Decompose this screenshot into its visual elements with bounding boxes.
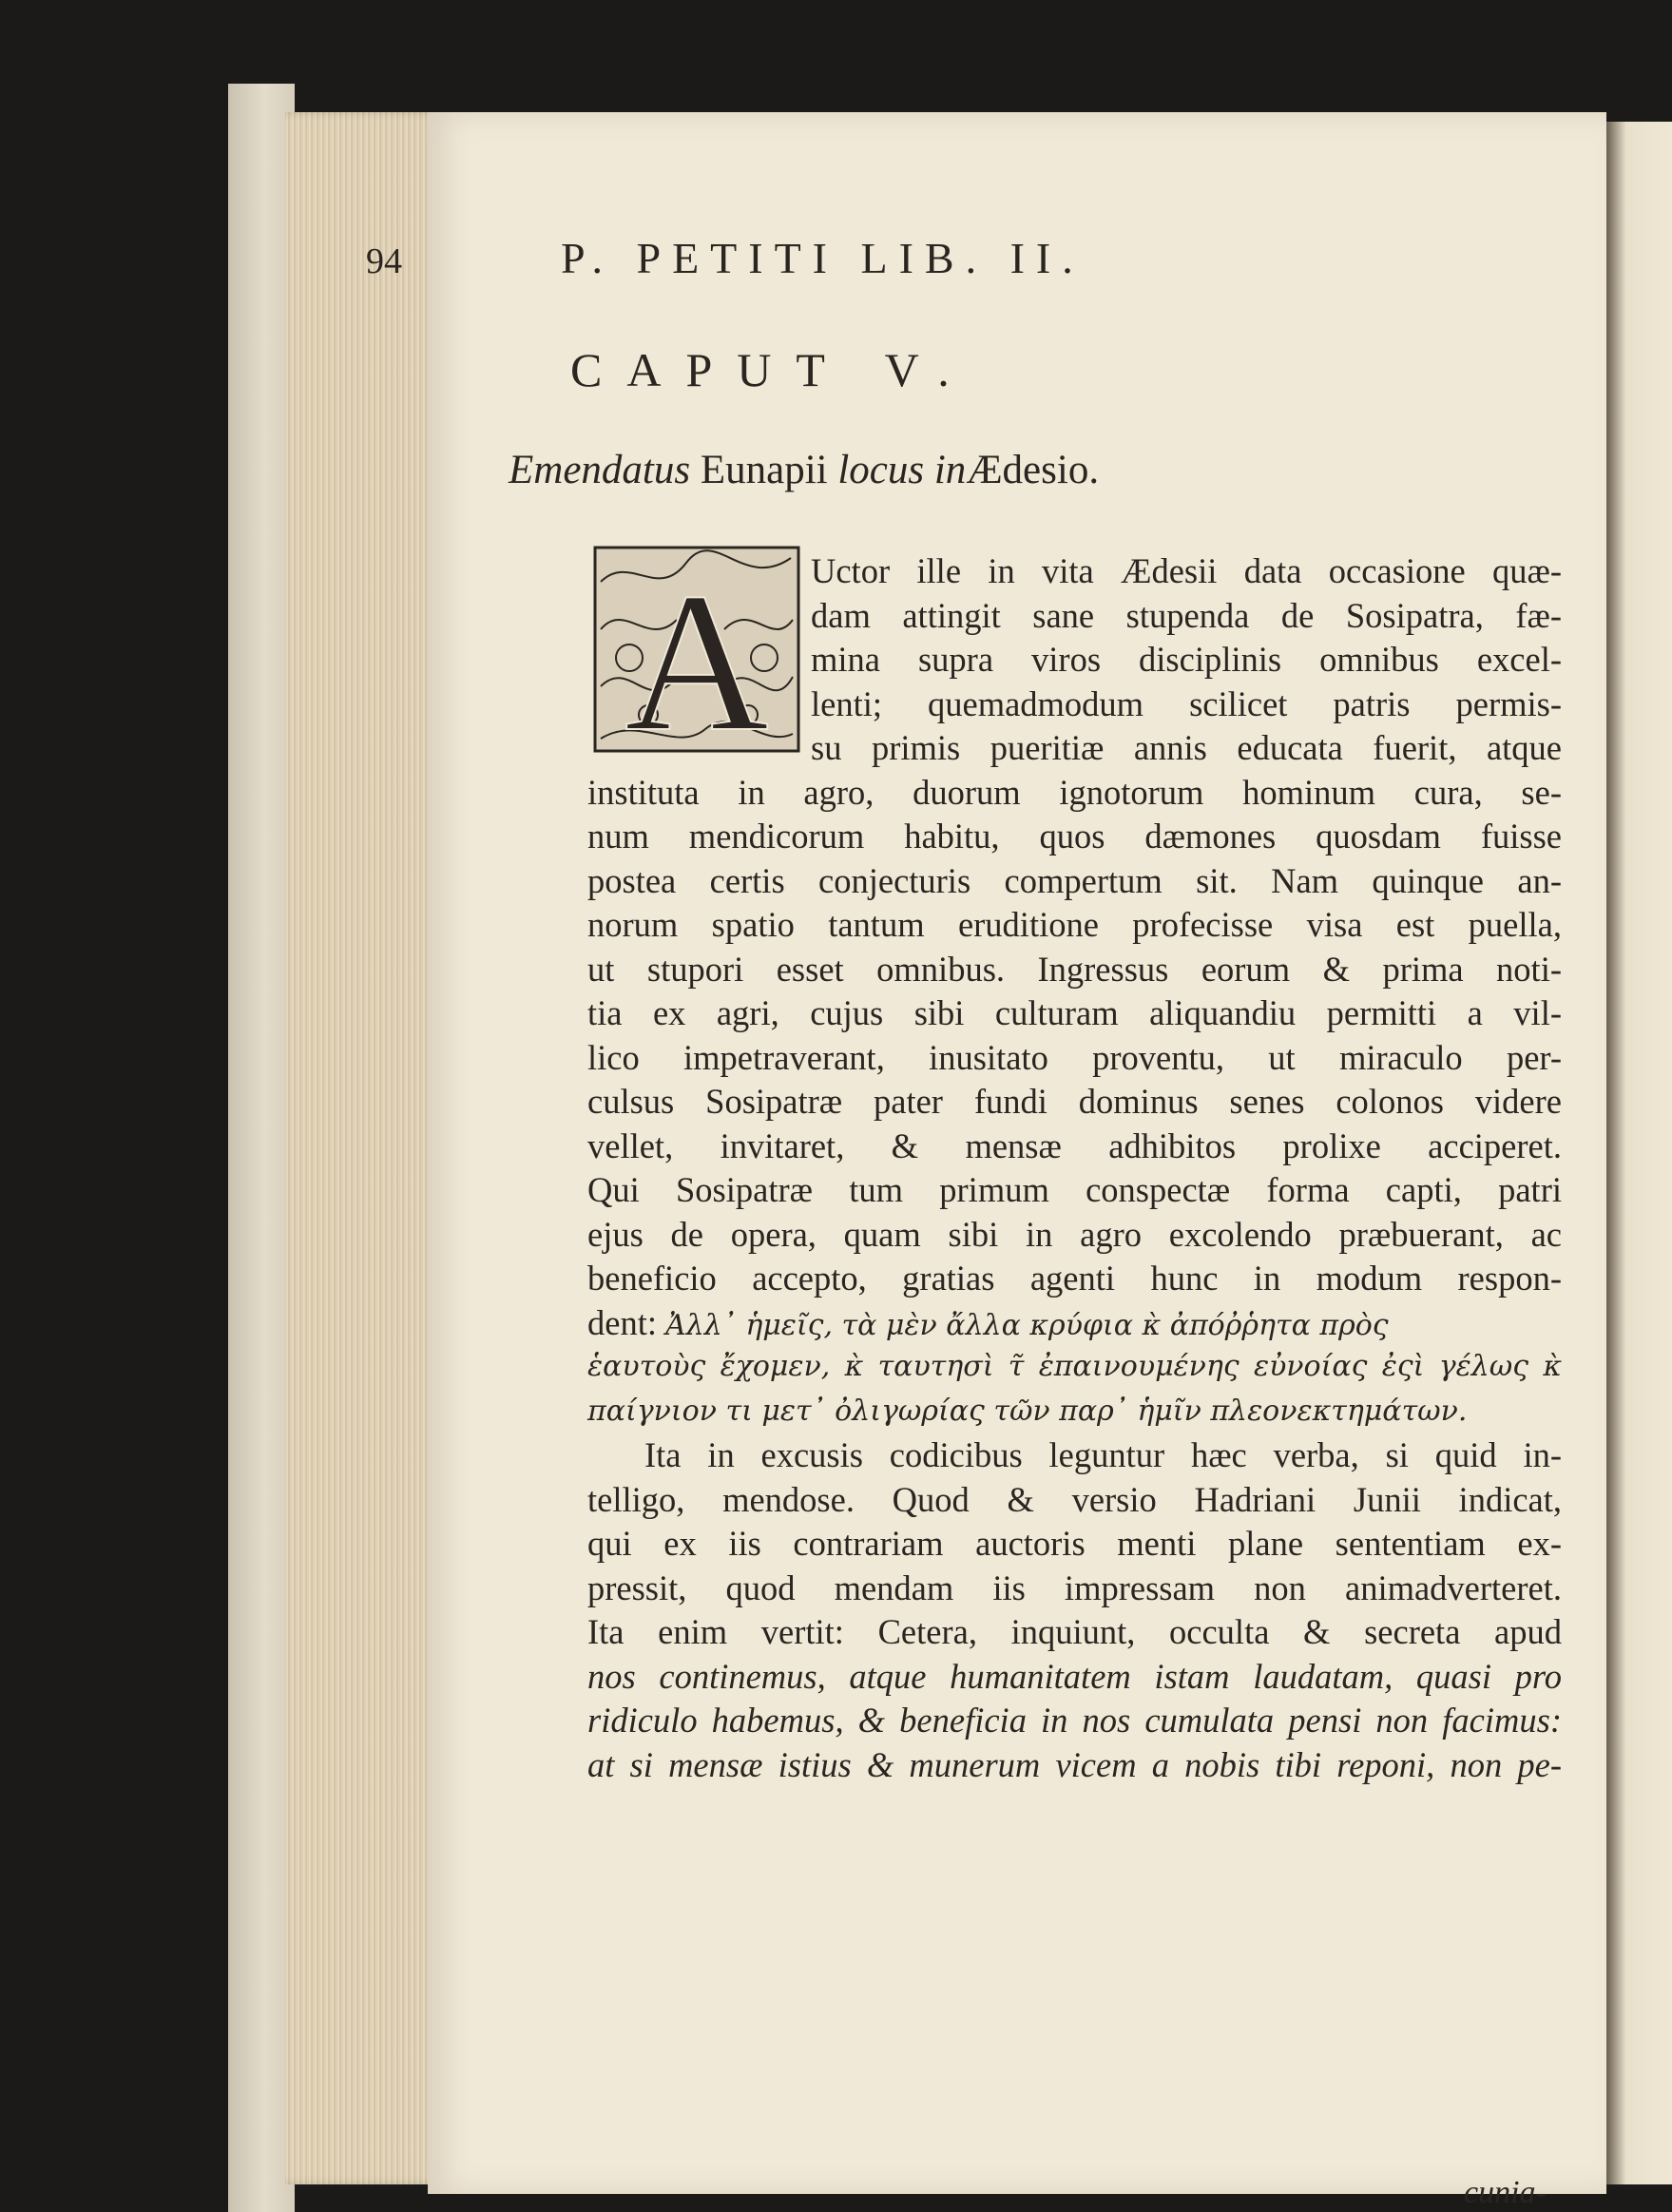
text-line: postea certis conjecturis compertum sit. Nam quinque an- [587,860,1562,900]
text-line: at si mensæ istius & munerum vicem a nobis tibi reponi, non pe- [587,1744,1562,1784]
text-line: ejus de opera, quam sibi in agro excolendo præbuerant, ac [587,1214,1562,1254]
facing-page-edge [1606,122,1672,2184]
text-line: vellet, invitaret, & mensæ adhibitos prolixe acciperet. [587,1125,1562,1165]
text-line: num mendicorum habitu, quos dæmones quosdam fuisse [587,817,1562,856]
text-line: lenti; quemadmodum scilicet patris permis- [811,683,1562,723]
greek-line: ἑαυτοὺς ἔχομεν, κ̀ ταυτησὶ τ̃ ἐπαινουμένης εὐνοίας ἐςὶ γέλως κ̀ [587,1350,1562,1383]
text-line: Qui Sosipatræ tum primum conspectæ forma capti, patri [587,1170,1562,1209]
page-number: 94 [366,241,402,281]
subtitle-part-3: locus in [837,448,967,492]
subtitle-part-2: Eunapii [690,448,838,492]
text-line: mina supra viros disciplinis omnibus excel- [811,640,1562,679]
text-line: Uctor ille in vita Ædesii data occasione quæ- [811,551,1562,590]
greek-line: παίγνιον τι μετ᾽ ὀλιγωρίας τῶν παρ᾽ ἡμῖν πλεονεκτημάτων. [587,1394,1468,1428]
catchword: cunia- [1464,2175,1547,2210]
running-head-title: P. PETITI LIB. II. [561,234,1085,282]
running-head [366,233,1431,290]
text-line: Ita enim vertit: Cetera, inquiunt, occulta & secreta apud [587,1612,1562,1651]
text-line: dam attingit sane stupenda de Sosipatra, fæ- [811,595,1562,635]
text-line: beneficio accepto, gratias agenti hunc in modum respon- [587,1259,1562,1298]
text-line: lico impetraverant, inusitato proventu, ut miraculo per- [587,1037,1562,1077]
text-line: ut stupori esset omnibus. Ingressus eorum & prima noti- [587,949,1562,989]
text-line: qui ex iis contrariam auctoris menti plane sententiam ex- [587,1524,1562,1563]
text-line: su primis pueritiæ annis educata fuerit, atque [811,728,1562,767]
text-line: instituta in agro, duorum ignotorum hominum cura, se- [587,772,1562,812]
subtitle-part-4: Ædesio. [966,448,1100,492]
subtitle-part-1: Emendatus [509,448,691,492]
text-line: ridiculo habemus, & beneficia in nos cumulata pensi non facimus: [587,1701,1562,1740]
dialogue-lead: dent: [587,1302,657,1342]
text-line: tia ex agri, cujus sibi culturam aliquandiu permitti a vil- [587,993,1562,1032]
greek-quote: Ἀλλ᾽ ἡμεῖς, τὰ μὲν ἄλλα κρύφια κ̀ ἀπόῤῥητα πρὸς [665,1308,1389,1342]
text-line: pressit, quod mendam iis impressam non animadverteret. [587,1568,1562,1607]
chapter-heading: CAPUT V. [570,343,974,396]
text-line: Ita in excusis codicibus leguntur hæc verba, si quid in- [644,1435,1562,1474]
drop-cap-letter: A [625,552,769,755]
text-line: telligo, mendose. Quod & versio Hadriani Junii indicat, [587,1479,1562,1519]
body-text [587,549,1562,1787]
text-line: culsus Sosipatræ pater fundi dominus senes colonos videre [587,1082,1562,1121]
chapter-subtitle [509,447,1099,493]
text-line [587,1301,1562,1346]
text-line: nos continemus, atque humanitatem istam laudatam, quasi pro [587,1656,1562,1696]
text-line: norum spatio tantum eruditione profecisse visa est puella, [587,905,1562,944]
